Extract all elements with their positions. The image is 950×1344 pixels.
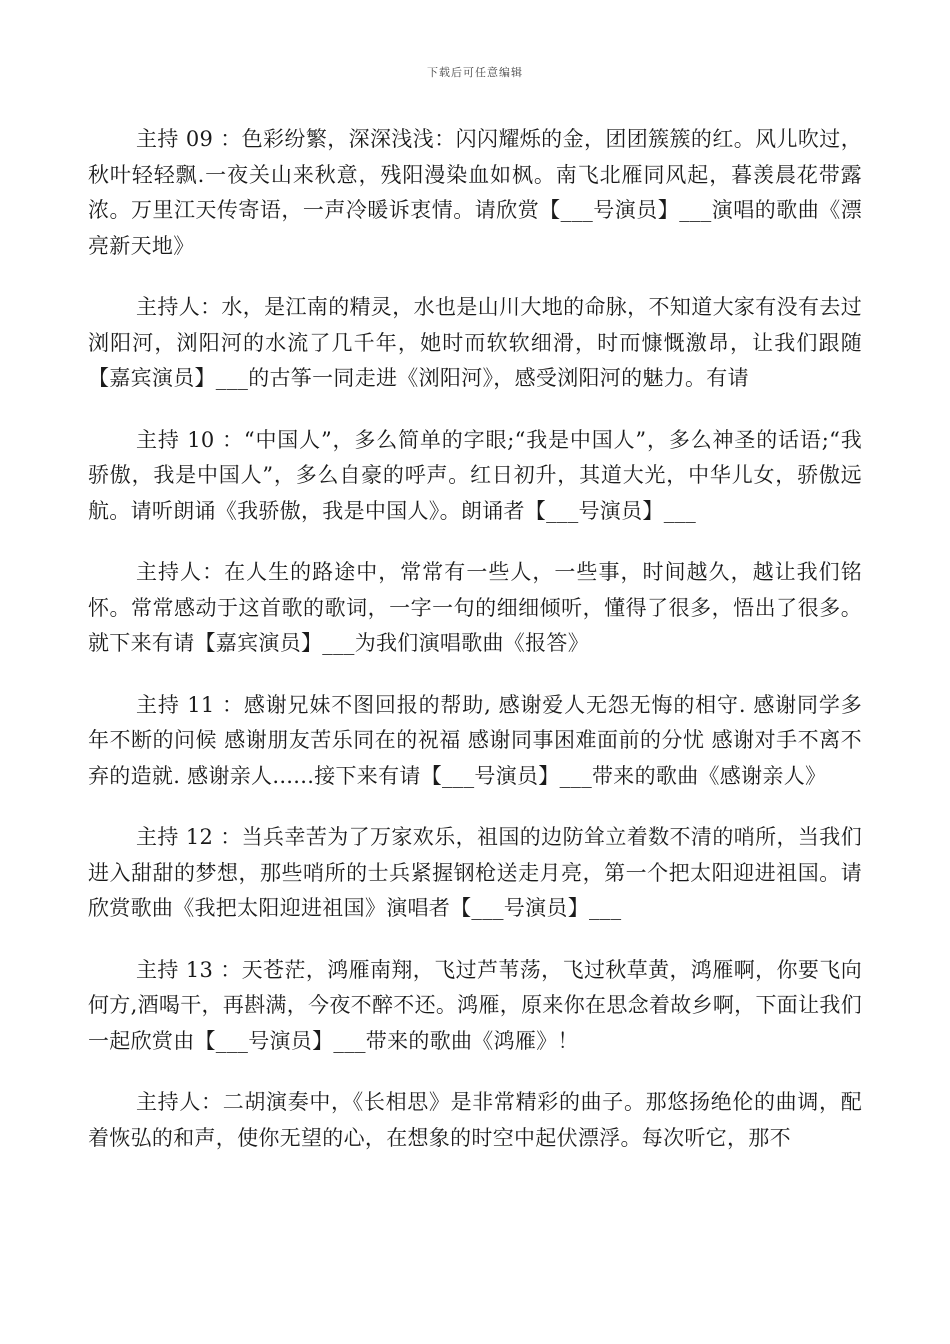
page-header: 下载后可任意编辑 [427, 66, 523, 79]
paragraph-host-changxiangsi: 主持人：二胡演奏中，《长相思》是非常精彩的曲子。那悠扬绝伦的曲调，配着恢弘的和声，使你无望的心，在想象的时空中起伏漂浮。每次听它，那不 [88, 1090, 862, 1150]
paragraph-host-liuyanghe: 主持人：水，是江南的精灵，水也是山川大地的命脉，不知道大家有没有去过浏阳河，浏阳河的水流了几千年，她时而软软细滑，时而慷慨激昂，让我们跟随【嘉宾演员】___的古筝一同走进《浏阳河》，感受浏阳河的魅力。有请 [88, 295, 862, 390]
document-body [88, 122, 862, 1182]
paragraph-host-11: 主持 11 ：感谢兄妹不图回报的帮助, 感谢爱人无怨无悔的相守. 感谢同学多年不断的问候 感谢朋友苦乐同在的祝福 感谢同事困难面前的分忧 感谢对手不离不弃的造就. 感谢亲人......接下来有请【___号演员】___带来的歌曲《感谢亲人》 [88, 692, 862, 788]
paragraph-host-12: 主持 12 ：当兵幸苦为了万家欢乐，祖国的边防耸立着数不清的哨所，当我们进入甜甜的梦想，那些哨所的士兵紧握钢枪送走月亮，第一个把太阳迎进祖国。请欣赏歌曲《我把太阳迎进祖国》演唱者【___号演员】___ [88, 825, 862, 920]
paragraph-host-10: 主持 10 ：“中国人”，多么简单的字眼;“我是中国人”，多么神圣的话语;“我骄傲，我是中国人”，多么自豪的呼声。红日初升，其道大光，中华儿女，骄傲远航。请听朗诵《我骄傲，我是中国人》。朗诵者【___号演员】___ [88, 427, 862, 523]
paragraph-host-13: 主持 13 ：天苍茫，鸿雁南翔，飞过芦苇荡，飞过秋草黄，鸿雁啊，你要飞向何方,酒喝干，再斟满，今夜不醉不还。鸿雁，原来你在思念着故乡啊，下面让我们一起欣赏由【___号演员】___带来的歌曲《鸿雁》！ [88, 957, 862, 1053]
paragraph-host-09: 主持 09 ：色彩纷繁，深深浅浅：闪闪耀烁的金，团团簇簇的红。风儿吹过，秋叶轻轻飘.一夜关山来秋意，残阳漫染血如枫。南飞北雁同风起，暮羡晨花带露浓。万里江天传寄语，一声冷暖诉衷情。请欣赏【___号演员】___演唱的歌曲《漂亮新天地》 [88, 127, 862, 258]
paragraph-host-baoda: 主持人：在人生的路途中，常常有一些人，一些事，时间越久，越让我们铭怀。常常感动于这首歌的歌词，一字一句的细细倾听，懂得了很多，悟出了很多。就下来有请【嘉宾演员】___为我们演唱歌曲《报答》 [88, 560, 862, 655]
